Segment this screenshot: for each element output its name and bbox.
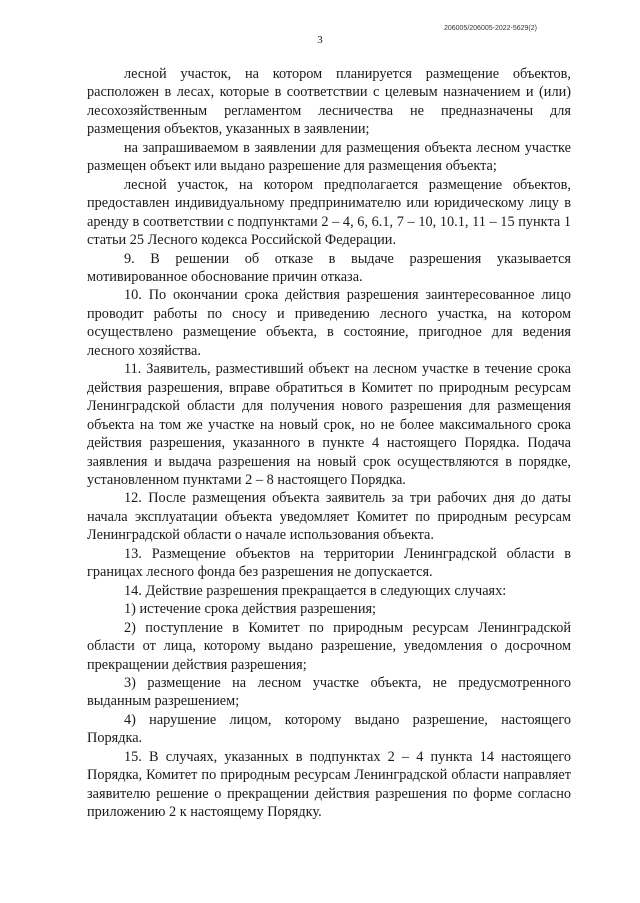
paragraph-refusal-reason-forest-purpose: лесной участок, на котором планируется размещение объектов, расположен в лесах, которые в соответствии с целевым назначением и (или) лесохозяйственным регламентом лесничества не предназначены для размещения объектов, указанных в заявлении; — [87, 66, 571, 138]
page-number: 3 — [317, 34, 323, 46]
paragraph-15: 15. В случаях, указанных в подпунктах 2 – 4 пункта 14 настоящего Порядка, Комитет по природным ресурсам Ленинградской области направляет заявителю решение о прекращении действия разрешения по форме согласно приложению 2 к настоящему Порядку. — [87, 748, 571, 821]
paragraph-10: 10. По окончании срока действия разрешения заинтересованное лицо проводит работы по сносу и приведению лесного участка, на котором осуществлено размещение объекта, в состояние, пригодное для ведения лесного хозяйства. — [87, 287, 571, 359]
document-body — [87, 65, 571, 822]
paragraph-9: 9. В решении об отказе в выдаче разрешения указывается мотивированное обоснование причин отказа. — [87, 250, 571, 285]
paragraph-14-item-4: 4) нарушение лицом, которому выдано разрешение, настоящего Порядка. — [87, 711, 571, 747]
paragraph-14-item-1: 1) истечение срока действия разрешения; — [124, 601, 377, 618]
paragraph-13: 13. Размещение объектов на территории Ленинградской области в границах лесного фонда без разрешения не допускается. — [87, 545, 571, 581]
paragraph-refusal-reason-leased: лесной участок, на котором предполагается размещение объектов, предоставлен индивидуальному предпринимателю или юридическому лицу в аренду в соответствии с подпунктами 2 – 4, 6, 6.1, 7 – 10, 10.1, 11 – 15 пункта 1 статьи 25 Лесного кодекса Российской Федерации. — [87, 176, 571, 249]
paragraph-12: 12. После размещения объекта заявитель за три рабочих дня до даты начала эксплуатации объекта уведомляет Комитет по природным ресурсам Ленинградской области о начале использования объекта. — [87, 490, 571, 544]
paragraph-11: 11. Заявитель, разместивший объект на лесном участке в течение срока действия разрешения, вправе обратиться в Комитет по природным ресурсам Ленинградской области для получения нового разрешения для размещения объекта на том же участке на новый срок, но не более максимального срока действия разрешения, указанного в пункте 4 настоящего Порядка. Подача заявления и выдача разрешения на новый срок осуществляются в порядке, установленном пунктами 2 – 8 настоящего Порядка. — [87, 361, 571, 488]
document-registration-number: 206005/206005-2022-5629(2) — [443, 25, 537, 32]
paragraph-14: 14. Действие разрешения прекращается в следующих случаях: — [124, 582, 507, 599]
paragraph-14-item-2: 2) поступление в Комитет по природным ресурсам Ленинградской области от лица, которому выдано разрешение, уведомления о досрочном прекращении действия разрешения; — [87, 619, 571, 673]
paragraph-refusal-reason-object-exists: на запрашиваемом в заявлении для размещения объекта лесном участке размещен объект или выдано разрешение для размещения объекта; — [87, 139, 571, 175]
paragraph-14-item-3: 3) размещение на лесном участке объекта, не предусмотренного выданным разрешением; — [87, 674, 571, 710]
